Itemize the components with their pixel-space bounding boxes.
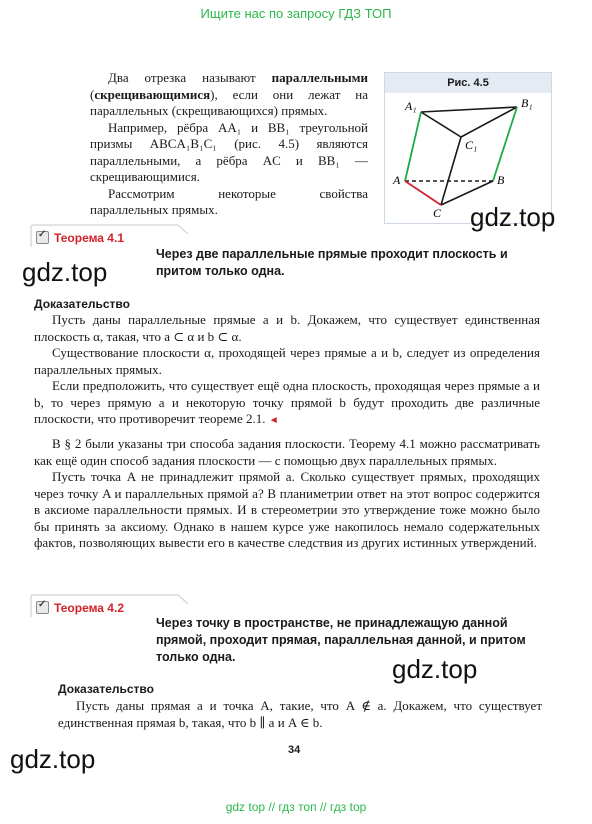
proof-1-heading: Доказательство (34, 297, 130, 311)
proof-2-p1: Пусть даны прямая a и точка A, такие, что A ∉ a. Докажем, что существует единственная прямая b, такая, что b ∥ a и A ∈ b. (58, 698, 542, 730)
theorem-2-label (36, 601, 124, 615)
middle-text (34, 436, 540, 552)
watermark-3: gdz.top (392, 654, 478, 684)
proof-1-p3 (34, 378, 540, 430)
watermark-2: gdz.top (22, 257, 108, 287)
label-a: A (393, 173, 401, 187)
example-paragraph: Например, рёбра AA₁ и BB₁ треугольной призмы ABCA₁B₁C₁ (рис. 4.5) являются параллельными, а рёбра AC и BB₁ — скрещивающимися. (90, 119, 368, 184)
text-run: Два отрезка называют (108, 70, 272, 85)
middle-p2: Пусть точка A не принадлежит прямой a. Сколько существует прямых, проходящих через точку A и параллельных прямой a? В планиметрии ответ на этот вопрос содержится в аксиоме параллельности прямых. И в стереометрии это утверждение тоже можно было бы принять за аксиому. Однако в нашем курсе уже накопилось немало содержательных фактов, позволяющих вывести его в качестве следствия из других истинных утверждений. (34, 469, 540, 550)
page-number: 34 (288, 744, 301, 756)
label-b: B (497, 173, 505, 187)
watermark-1: gdz.top (470, 202, 556, 232)
theorem-2-tag-text: Теорема 4.2 (54, 601, 124, 615)
proof-1-p2: Существование плоскости α, проходящей через прямые a и b, следует из определения параллельных прямых. (34, 345, 540, 377)
definition-paragraph (90, 70, 368, 120)
figure-title: Рис. 4.5 (385, 73, 551, 93)
text-run: ( (90, 86, 95, 102)
theorem-1-label (36, 231, 124, 245)
text-run: ), если они лежат на параллельных (скрещивающихся) прямых. (90, 86, 368, 118)
edge-a1c1 (421, 112, 461, 137)
label-c1: C₁ (465, 138, 478, 152)
proof-2-text (58, 698, 542, 731)
checkmark-icon (36, 601, 49, 614)
edge-ac (405, 181, 441, 205)
term-skew: скрещивающимися (94, 86, 211, 102)
label-b1: B₁ (521, 96, 533, 110)
theorem-1-statement: Через две параллельные прямые проходит плоскость и притом только одна. (156, 247, 508, 278)
intro-text (90, 70, 368, 219)
theorem-1-tag-text: Теорема 4.1 (54, 231, 124, 245)
qed-marker: ◄ (268, 415, 279, 426)
transition-paragraph: Рассмотрим некоторые свойства параллельных прямых. (90, 185, 368, 217)
proof-1-p1: Пусть даны параллельные прямые a и b. Докажем, что существует единственная плоскость α, такая, что a ⊂ α и b ⊂ α. (34, 312, 540, 344)
edge-cc1 (441, 137, 461, 205)
label-a1: A₁ (405, 99, 417, 113)
footer-links[interactable]: gdz top // гдз топ // гдз top (225, 800, 367, 814)
text-run: Если предположить, что существует ещё одна плоскость, проходящая через прямые a и b, то через прямую a и некоторую точку прямой b будут проходить две различные плоскости, что противоречит теореме 2.1. (34, 378, 540, 426)
checkmark-icon (36, 231, 49, 244)
proof-2-heading: Доказательство (58, 682, 154, 696)
term-parallel: параллельными (271, 70, 368, 85)
theorem-2-statement: Через точку в пространстве, не принадлежащую данной прямой, проходит прямая, параллельная данной, и притом только одна. (156, 616, 526, 664)
watermark-4: gdz.top (10, 744, 96, 774)
label-c: C (433, 206, 442, 220)
middle-p1: В § 2 были указаны три способа задания плоскости. Теорему 4.1 можно рассматривать как ещё один способ задания плоскости — с помощью двух параллельных прямых. (34, 436, 540, 468)
edge-aa1 (405, 112, 421, 181)
promo-banner[interactable]: Ищите нас по запросу ГДЗ ТОП (200, 6, 392, 21)
proof-1-text (34, 312, 540, 430)
edge-a1b1 (421, 107, 517, 112)
